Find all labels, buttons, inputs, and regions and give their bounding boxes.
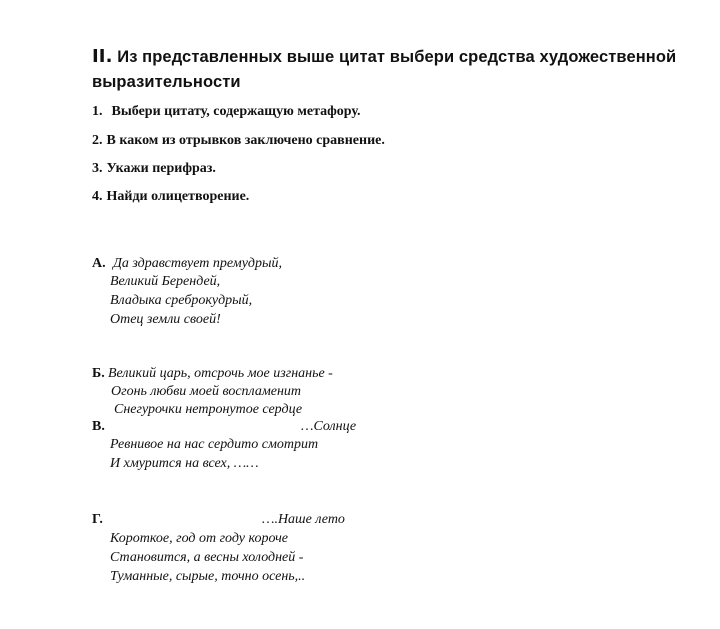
- section-heading: [92, 44, 682, 95]
- excerpt-g-line: Туманные, сырые, точно осень,..: [110, 569, 306, 584]
- task-number: 3.: [92, 161, 103, 176]
- excerpt-v-line: И хмурится на всех, ……: [110, 456, 259, 471]
- excerpt-v-line: Ревнивое на нас сердито смотрит: [110, 437, 319, 452]
- excerpt-a-line: Отец земли своей!: [110, 312, 221, 327]
- excerpt-letter-g: Г.: [92, 512, 103, 527]
- task-text: Укажи перифраз.: [106, 161, 216, 176]
- excerpt-b-line: Великий царь, отсрочь мое изгнанье -: [108, 366, 333, 381]
- excerpt-g-line: ….Наше лето: [262, 512, 345, 527]
- excerpt-letter-b: Б.: [92, 366, 105, 381]
- task-text: В каком из отрывков заключено сравнение.: [106, 133, 385, 148]
- task-number: 1.: [92, 104, 103, 119]
- section-title: Из представленных выше цитат выбери средства художественной выразительности: [92, 48, 677, 91]
- excerpt-v-line: …Солнце: [301, 419, 357, 434]
- task-item: [92, 132, 385, 150]
- section-number: II.: [92, 46, 113, 67]
- task-text: Выбери цитату, содержащую метафору.: [111, 104, 361, 119]
- task-number: 2.: [92, 133, 103, 148]
- task-text: Найди олицетворение.: [106, 189, 250, 204]
- task-item: [92, 188, 249, 206]
- excerpt-a-line: Великий Берендей,: [110, 274, 221, 289]
- excerpt-a-line: Да здравствует премудрый,: [113, 256, 282, 271]
- task-item: [92, 103, 361, 121]
- excerpt-b-line: Снегурочки нетронутое сердце: [114, 402, 303, 417]
- task-number: 4.: [92, 189, 103, 204]
- excerpt-b-line: Огонь любви моей воспламенит: [111, 384, 302, 399]
- excerpt-g-line: Становится, а весны холодней -: [110, 550, 304, 565]
- task-item: [92, 160, 216, 178]
- excerpt-g-line: Короткое, год от году короче: [110, 531, 289, 546]
- excerpt-a-line: Владыка среброкудрый,: [110, 293, 253, 308]
- excerpt-letter-a: А.: [92, 256, 106, 271]
- excerpt-letter-v: В.: [92, 419, 105, 434]
